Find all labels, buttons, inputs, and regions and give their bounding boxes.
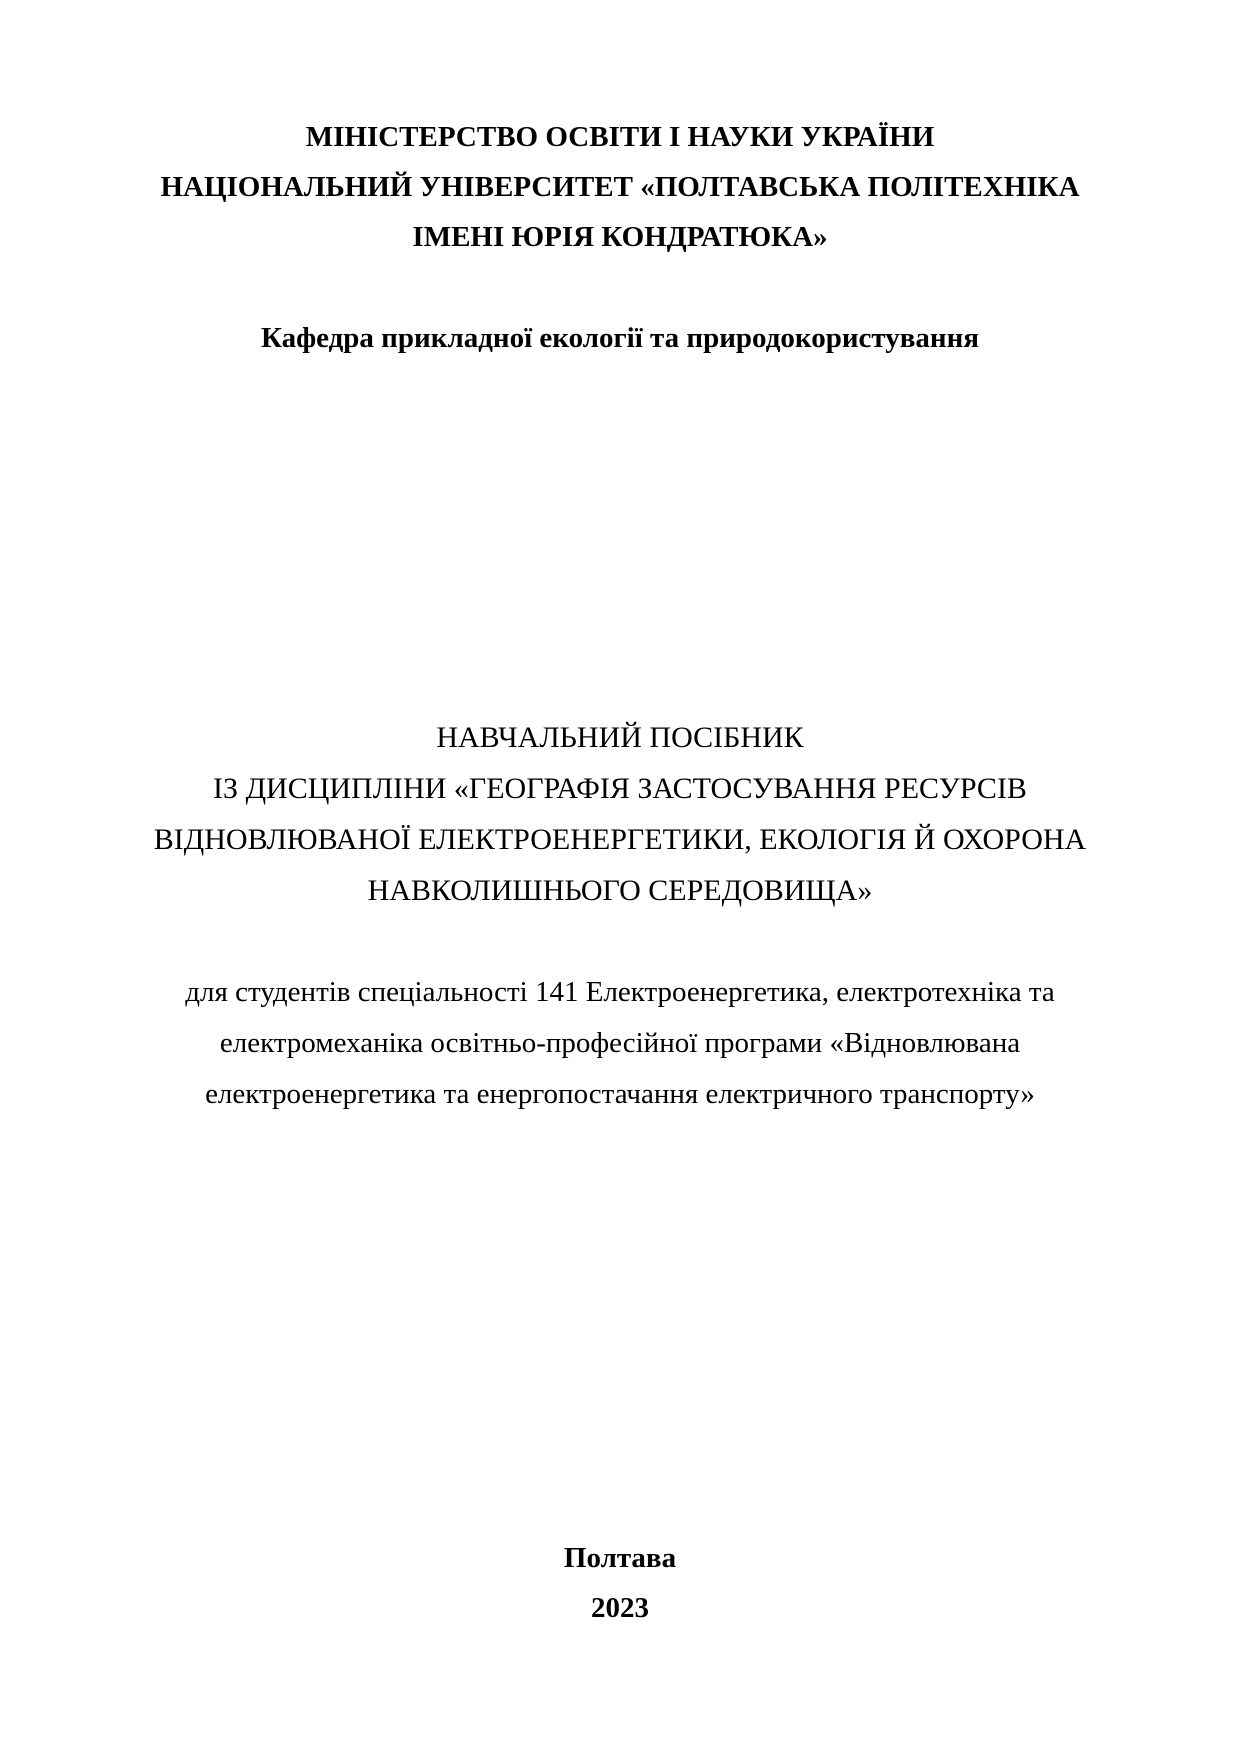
ministry-header	[0, 112, 1240, 262]
audience-description	[0, 967, 1240, 1120]
title-line-discipline-1: ІЗ ДИСЦИПЛІНИ «ГЕОГРАФІЯ ЗАСТОСУВАННЯ РЕСУРСІВ	[213, 772, 1027, 805]
department-name	[0, 313, 1240, 363]
header-line-ministry: МІНІСТЕРСТВО ОСВІТИ І НАУКИ УКРАЇНИ	[305, 121, 935, 153]
department-line: Кафедра прикладної екології та природокористування	[260, 322, 980, 354]
audience-line-2: електромеханіка освітньо-професійної програми «Відновлювана	[219, 1027, 1021, 1059]
title-line-discipline-3: НАВКОЛИШНЬОГО СЕРЕДОВИЩА»	[367, 874, 873, 907]
audience-line-3: електроенергетика та енергопостачання електричного транспорту»	[205, 1078, 1035, 1110]
document-title	[0, 712, 1240, 916]
publication-year: 2023	[591, 1592, 649, 1624]
title-line-discipline-2: ВІДНОВЛЮВАНОЇ ЕЛЕКТРОЕНЕРГЕТИКИ, ЕКОЛОГІЯ Й ОХОРОНА	[153, 823, 1087, 856]
header-line-university-name: ІМЕНІ ЮРІЯ КОНДРАТЮКА»	[412, 221, 828, 253]
header-line-university: НАЦІОНАЛЬНИЙ УНІВЕРСИТЕТ «ПОЛТАВСЬКА ПОЛІТЕХНІКА	[160, 171, 1080, 203]
publication-city: Полтава	[563, 1542, 677, 1574]
title-line-type: НАВЧАЛЬНИЙ ПОСІБНИК	[436, 721, 804, 754]
publication-footer	[0, 1533, 1240, 1633]
audience-line-1: для студентів спеціальності 141 Електроенергетика, електротехніка та	[185, 976, 1055, 1008]
